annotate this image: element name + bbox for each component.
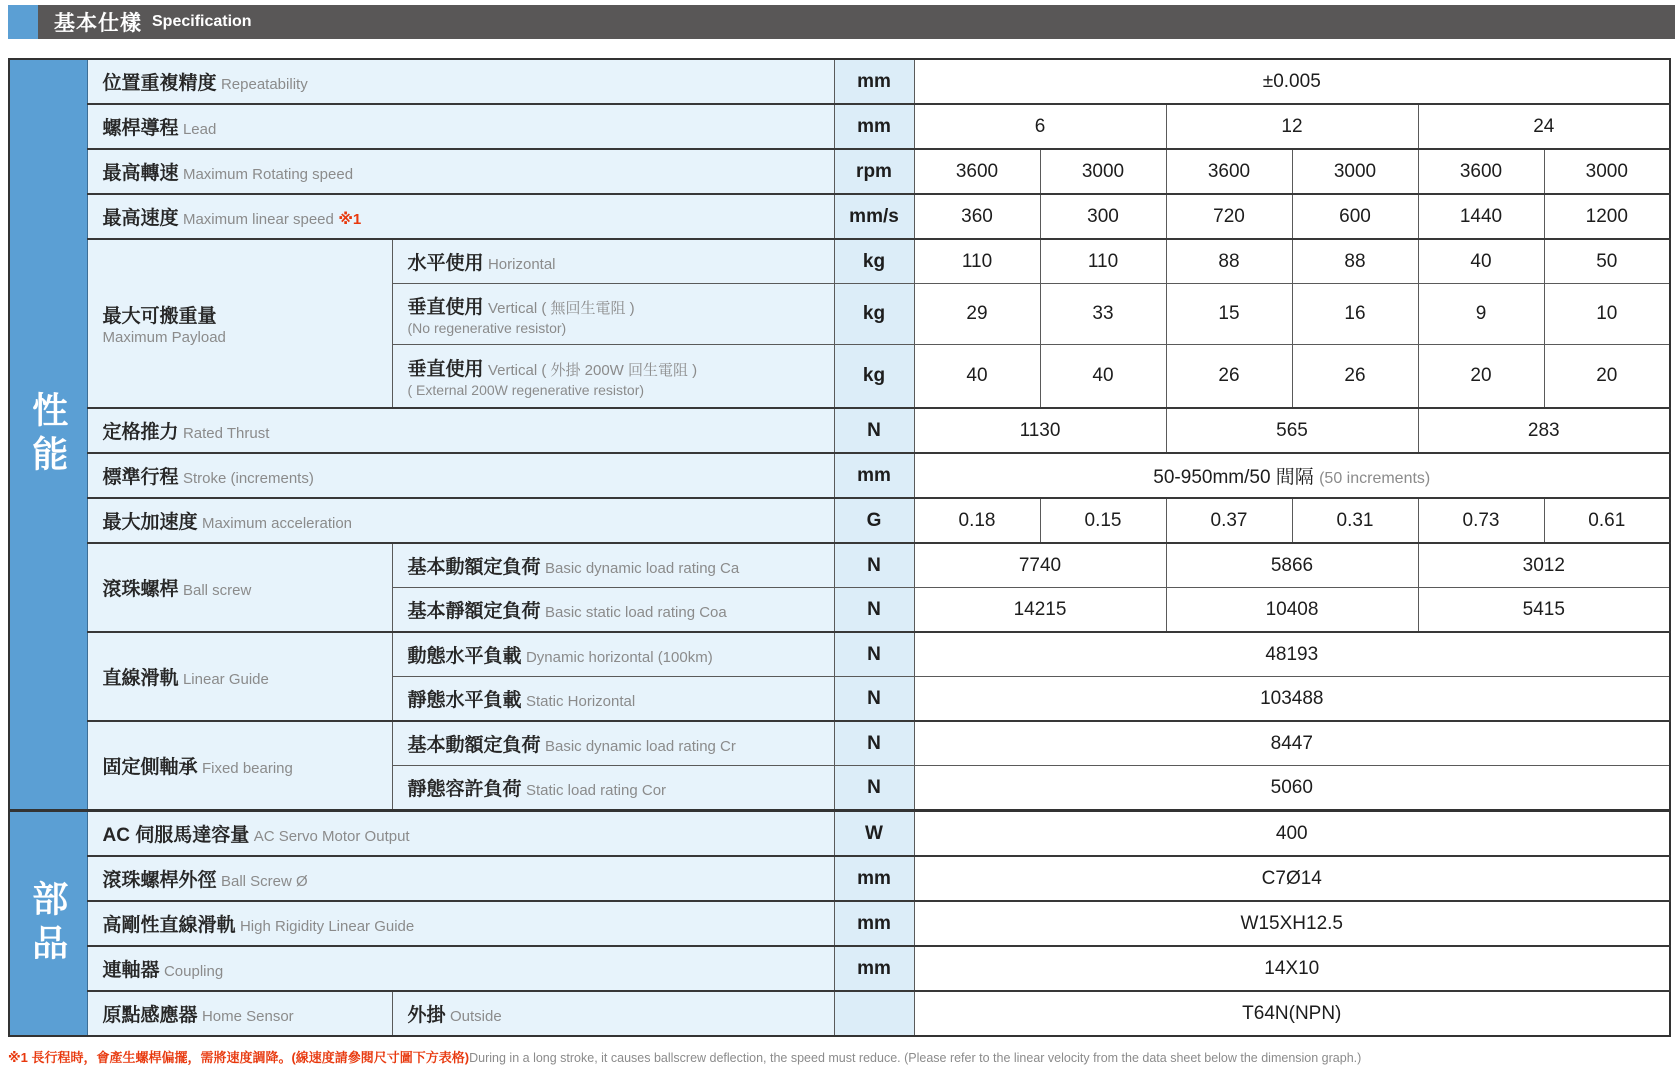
label-en: Home Sensor (201, 1008, 294, 1025)
value-cell: 3000 (1544, 149, 1670, 194)
value-cell: 400 (914, 811, 1670, 857)
label-zh: 螺桿導程 (102, 118, 179, 139)
label-en: Ball Screw Ø (220, 873, 308, 890)
label-en: Fixed bearing (201, 760, 293, 777)
value-cell: 0.15 (1040, 498, 1166, 543)
sub-label (392, 588, 834, 633)
row-rated-thrust (9, 408, 1670, 453)
label-en: Lead (182, 121, 217, 138)
group-label-linear-guide (87, 632, 392, 721)
value-cell: 283 (1418, 408, 1670, 453)
value-cell: 0.18 (914, 498, 1040, 543)
value-cell: 26 (1166, 345, 1292, 409)
spec-label (87, 991, 392, 1036)
label-zh: 動態水平負載 (407, 646, 522, 667)
unit-cell: mm (834, 901, 914, 946)
label-zh: 滾珠螺桿外徑 (102, 870, 217, 891)
value-cell: 6 (914, 104, 1166, 149)
value-cell: 5060 (914, 766, 1670, 811)
label-en: Basic dynamic load rating Ca (544, 560, 740, 577)
page-title-zh: 基本仕樣 (54, 12, 142, 35)
label-en: Basic static load rating Coa (544, 604, 727, 621)
title-bar-background (38, 5, 1675, 39)
value-cell: 360 (914, 194, 1040, 239)
label-zh: 最大加速度 (102, 512, 198, 533)
page-title-en: Specification (152, 13, 252, 30)
label-zh: 定格推力 (102, 422, 179, 443)
spec-label (87, 856, 834, 901)
value-cell: 48193 (914, 632, 1670, 677)
value-cell: 20 (1418, 345, 1544, 409)
value-cell: 29 (914, 284, 1040, 345)
value-cell: 300 (1040, 194, 1166, 239)
unit-cell (834, 991, 914, 1036)
label-zh: 靜態水平負載 (407, 690, 522, 711)
unit-cell: N (834, 588, 914, 633)
value-cell: ±0.005 (914, 59, 1670, 104)
label-en: Horizontal (487, 256, 556, 273)
value-cell: 0.73 (1418, 498, 1544, 543)
row-payload-horizontal (9, 239, 1670, 284)
row-rigidity-guide (9, 901, 1670, 946)
label-zh: 原點感應器 (102, 1005, 198, 1026)
footnote-en: During in a long stroke, it causes ballscrew deflection, the speed must reduce. (Please refer to the linear velocity from the data sheet below the dimension graph.) (469, 1051, 1362, 1065)
row-servo-output (9, 811, 1670, 857)
row-bearing-cr (9, 721, 1670, 766)
label-zh: 高剛性直線滑軌 (102, 915, 236, 936)
label-zh: 基本靜額定負荷 (407, 601, 541, 622)
value-cell: 3000 (1040, 149, 1166, 194)
sub-label (392, 543, 834, 588)
value-cell: 24 (1418, 104, 1670, 149)
value-cell: 14215 (914, 588, 1166, 633)
row-ballscrew-ca (9, 543, 1670, 588)
label-en-line2: (No regenerative resistor) (407, 320, 567, 336)
accent-square (8, 5, 38, 39)
unit-cell: mm (834, 104, 914, 149)
sub-label (392, 766, 834, 811)
unit-cell: mm (834, 59, 914, 104)
label-en: Linear Guide (182, 671, 269, 688)
label-zh: 水平使用 (407, 253, 484, 274)
unit-cell: N (834, 721, 914, 766)
label-zh: 垂直使用 (407, 359, 484, 380)
row-coupling (9, 946, 1670, 991)
spec-label (87, 453, 834, 498)
value-cell: 20 (1544, 345, 1670, 409)
spec-label (87, 104, 834, 149)
spec-label (87, 901, 834, 946)
label-zh: 最高速度 (102, 208, 179, 229)
spec-label (87, 946, 834, 991)
footnote-zh: ※1 長行程時，會產生螺桿偏擺，需將速度調降。(線速度請參閱尺寸圖下方表格) (8, 1050, 470, 1065)
value-cell: 40 (1040, 345, 1166, 409)
row-home-sensor (9, 991, 1670, 1036)
value-cell: C7Ø14 (914, 856, 1670, 901)
label-en: Maximum acceleration (201, 515, 353, 532)
unit-cell: kg (834, 345, 914, 409)
value-cell: 88 (1292, 239, 1418, 284)
spec-label (87, 408, 834, 453)
specification-table (8, 58, 1671, 1037)
section-performance: 性能 (9, 59, 87, 811)
value-cell: 0.61 (1544, 498, 1670, 543)
unit-cell: rpm (834, 149, 914, 194)
group-label-ballscrew (87, 543, 392, 632)
row-max-acceleration (9, 498, 1670, 543)
group-label-payload (87, 239, 392, 408)
value-cell: 0.31 (1292, 498, 1418, 543)
footnote (8, 1050, 1679, 1067)
label-en: Basic dynamic load rating Cr (544, 738, 736, 755)
unit-cell: mm (834, 453, 914, 498)
value-cell: 720 (1166, 194, 1292, 239)
value-cell: 3600 (914, 149, 1040, 194)
value-cell: 110 (1040, 239, 1166, 284)
label-zh: 最大可搬重量 (102, 306, 217, 327)
value-main: 50-950mm/50 間隔 (1153, 467, 1314, 488)
label-en: Static load rating Cor (525, 782, 667, 799)
spec-label (87, 149, 834, 194)
sub-label (392, 345, 834, 409)
unit-cell: N (834, 766, 914, 811)
unit-cell: W (834, 811, 914, 857)
label-zh: 滾珠螺桿 (102, 579, 179, 600)
label-en: Ball screw (182, 582, 252, 599)
label-zh: 基本動額定負荷 (407, 735, 541, 756)
value-cell: 12 (1166, 104, 1418, 149)
unit-cell: mm/s (834, 194, 914, 239)
sub-label (392, 721, 834, 766)
value-cell: 110 (914, 239, 1040, 284)
value-cell: 5415 (1418, 588, 1670, 633)
value-cell: 1440 (1418, 194, 1544, 239)
group-label-fixed-bearing (87, 721, 392, 811)
sub-label (392, 632, 834, 677)
unit-cell: N (834, 677, 914, 722)
label-zh: 最高轉速 (102, 163, 179, 184)
row-max-linear-speed (9, 194, 1670, 239)
row-guide-dynamic (9, 632, 1670, 677)
label-zh: 標準行程 (102, 467, 179, 488)
label-zh: 垂直使用 (407, 297, 484, 318)
value-cell: 3000 (1292, 149, 1418, 194)
label-zh: AC 伺服馬達容量 (102, 825, 250, 846)
value-cell: 33 (1040, 284, 1166, 345)
unit-cell: mm (834, 856, 914, 901)
value-cell: 50 (1544, 239, 1670, 284)
value-cell: 15 (1166, 284, 1292, 345)
value-cell: 10408 (1166, 588, 1418, 633)
row-stroke (9, 453, 1670, 498)
value-cell: 10 (1544, 284, 1670, 345)
label-zh: 外掛 (407, 1005, 446, 1026)
row-max-rotating-speed (9, 149, 1670, 194)
unit-cell: N (834, 408, 914, 453)
value-cell: 16 (1292, 284, 1418, 345)
value-cell: 3600 (1166, 149, 1292, 194)
value-cell (914, 453, 1670, 498)
value-note: (50 increments) (1319, 470, 1431, 487)
label-zh: 固定側軸承 (102, 757, 198, 778)
spec-label (87, 59, 834, 104)
value-cell: 0.37 (1166, 498, 1292, 543)
value-cell: 600 (1292, 194, 1418, 239)
label-en: Dynamic horizontal (100km) (525, 649, 713, 666)
value-cell: 1130 (914, 408, 1166, 453)
label-en: Rated Thrust (182, 425, 270, 442)
value-cell: 3600 (1418, 149, 1544, 194)
unit-cell: G (834, 498, 914, 543)
sub-label (392, 991, 834, 1036)
unit-cell: kg (834, 284, 914, 345)
value-cell: 88 (1166, 239, 1292, 284)
label-en: Vertical ( 外掛 200W 回生電阻 ) (487, 362, 698, 379)
footnote-marker: ※1 (338, 211, 362, 228)
label-zh: 位置重複精度 (102, 73, 217, 94)
label-en: Stroke (increments) (182, 470, 314, 487)
label-en: Static Horizontal (525, 693, 636, 710)
sub-label (392, 284, 834, 345)
value-cell: 7740 (914, 543, 1166, 588)
label-en: AC Servo Motor Output (253, 828, 410, 845)
spec-label (87, 498, 834, 543)
spec-label (87, 811, 834, 857)
label-zh: 靜態容許負荷 (407, 779, 522, 800)
label-en-line2: ( External 200W regenerative resistor) (407, 382, 645, 398)
value-cell: 40 (914, 345, 1040, 409)
value-cell: 3012 (1418, 543, 1670, 588)
sub-label (392, 677, 834, 722)
value-cell: T64N(NPN) (914, 991, 1670, 1036)
label-en: Outside (449, 1008, 502, 1025)
unit-cell: N (834, 543, 914, 588)
label-en: Maximum Payload (102, 329, 226, 346)
value-cell: 26 (1292, 345, 1418, 409)
label-en: Vertical ( 無回生電阻 ) (487, 300, 635, 317)
label-zh: 連軸器 (102, 960, 160, 981)
value-cell: 565 (1166, 408, 1418, 453)
unit-cell: kg (834, 239, 914, 284)
value-cell: 8447 (914, 721, 1670, 766)
value-cell: 1200 (1544, 194, 1670, 239)
spec-label (87, 194, 834, 239)
sub-label (392, 239, 834, 284)
value-cell: 14X10 (914, 946, 1670, 991)
value-cell: 103488 (914, 677, 1670, 722)
value-cell: 40 (1418, 239, 1544, 284)
label-en: Repeatability (220, 76, 308, 93)
label-zh: 直線滑軌 (102, 668, 179, 689)
row-repeatability (9, 59, 1670, 104)
row-lead (9, 104, 1670, 149)
row-ballscrew-diameter (9, 856, 1670, 901)
value-cell: W15XH12.5 (914, 901, 1670, 946)
value-cell: 9 (1418, 284, 1544, 345)
label-en: Maximum linear speed (182, 211, 334, 228)
unit-cell: mm (834, 946, 914, 991)
unit-cell: N (834, 632, 914, 677)
value-cell: 5866 (1166, 543, 1418, 588)
label-zh: 基本動額定負荷 (407, 557, 541, 578)
title-bar (8, 5, 1675, 39)
label-en: High Rigidity Linear Guide (239, 918, 415, 935)
label-en: Maximum Rotating speed (182, 166, 354, 183)
section-parts: 部品 (9, 811, 87, 1037)
label-en: Coupling (163, 963, 224, 980)
